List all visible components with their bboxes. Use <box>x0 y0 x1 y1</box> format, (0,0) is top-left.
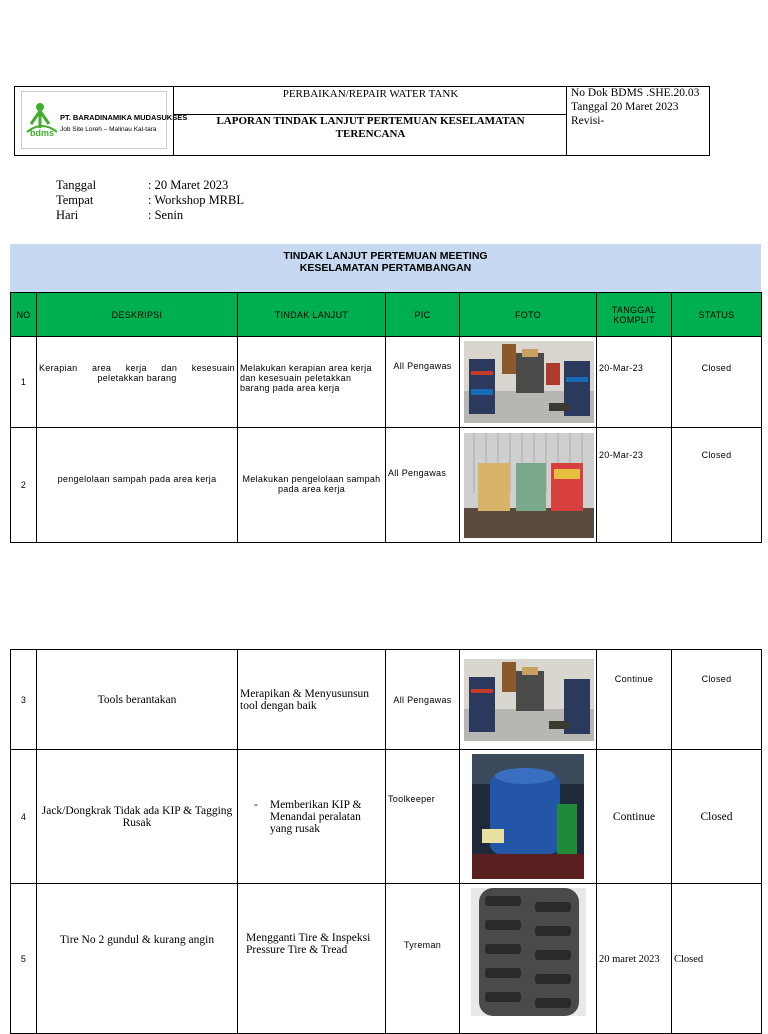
cell-tanggal: 20 maret 2023 <box>597 884 672 1034</box>
cell-tanggal: 20-Mar-23 <box>597 428 672 543</box>
followup-table-part1 <box>10 292 762 543</box>
info-value-tempat: : Workshop MRBL <box>148 193 244 207</box>
cell-deskripsi: pengelolaan sampah pada area kerja <box>37 428 238 543</box>
cell-status: Closed <box>672 750 762 884</box>
table-row <box>11 428 762 543</box>
followup-table-part2 <box>10 649 762 1034</box>
waste-bins-photo <box>464 433 594 538</box>
cell-no: 4 <box>11 750 37 884</box>
cell-tindak-lanjut: Melakukan kerapian area kerja dan kesesuain peletakkan barang pada area kerja <box>238 337 386 428</box>
table-row <box>11 750 762 884</box>
report-subtitle: PERBAIKAN/REPAIR WATER TANK <box>174 87 567 115</box>
worn-tire-photo <box>471 888 586 1016</box>
table-row <box>11 337 762 428</box>
cell-tanggal: Continue <box>597 650 672 750</box>
col-header-no: NO <box>11 293 37 337</box>
doc-info-cell <box>567 87 709 155</box>
doc-number: No Dok BDMS .SHE.20.03 <box>571 87 700 99</box>
bdms-logo-icon <box>25 98 59 138</box>
cell-pic: All Pengawas <box>386 650 460 750</box>
col-header-tanggal-line2: KOMPLIT <box>613 314 655 325</box>
cell-status: Closed <box>672 428 762 543</box>
report-title-line1: LAPORAN TINDAK LANJUT PERTEMUAN KESELAMATAN <box>216 115 525 127</box>
cell-status: Closed <box>672 884 762 1034</box>
info-value-tanggal: : 20 Maret 2023 <box>148 178 229 192</box>
info-label-tempat: Tempat <box>56 193 94 207</box>
cell-deskripsi: Tire No 2 gundul & kurang angin <box>37 884 238 1034</box>
cell-tanggal: 20-Mar-23 <box>597 337 672 428</box>
cell-tindak-lanjut: Mengganti Tire & Inspeksi Pressure Tire & Tread <box>238 884 386 1034</box>
company-site: Job Site Loreh – Malinau Kal-tara <box>60 126 157 133</box>
logo-cell <box>15 87 188 155</box>
company-logo <box>21 91 188 149</box>
col-header-tindak-lanjut: TINDAK LANJUT <box>238 293 386 337</box>
section-title-line2: KESELAMATAN PERTAMBANGAN <box>299 262 472 274</box>
cell-foto <box>460 337 597 428</box>
cell-status: Closed <box>672 650 762 750</box>
workshop-shelves-photo <box>464 341 594 423</box>
col-header-status: STATUS <box>672 293 762 337</box>
cell-foto <box>460 650 597 750</box>
doc-date: Tanggal 20 Maret 2023 <box>571 101 679 113</box>
cell-no: 3 <box>11 650 37 750</box>
cell-foto <box>460 884 597 1034</box>
col-header-deskripsi: DESKRIPSI <box>37 293 238 337</box>
col-header-tanggal <box>597 293 672 337</box>
report-title-line2: TERENCANA <box>335 128 406 140</box>
section-title-line1: TINDAK LANJUT PERTEMUAN MEETING <box>283 250 488 262</box>
info-value-hari: : Senin <box>148 208 184 222</box>
tindak-lanjut-text: Memberikan KIP & Menandai peralatan yang rusak <box>269 798 362 835</box>
info-label-tanggal: Tanggal <box>56 178 97 192</box>
report-title <box>174 115 567 141</box>
table-row <box>11 884 762 1034</box>
cell-deskripsi: Jack/Dongkrak Tidak ada KIP & Tagging Rusak <box>37 750 238 884</box>
col-header-tanggal-line1: TANGGAL <box>611 304 657 315</box>
title-cell <box>174 87 567 155</box>
cell-tindak-lanjut: Merapikan & Menyusunsun tool dengan baik <box>238 650 386 750</box>
cell-pic: All Pengawas <box>386 337 460 428</box>
cell-tanggal: Continue <box>597 750 672 884</box>
cell-status: Closed <box>672 337 762 428</box>
col-header-pic: PIC <box>386 293 460 337</box>
table-row <box>11 650 762 750</box>
cell-deskripsi: Tools berantakan <box>37 650 238 750</box>
svg-text:bdms: bdms <box>29 128 55 138</box>
workshop-shelves-photo <box>464 659 594 741</box>
cell-pic: Toolkeeper <box>386 750 460 884</box>
cell-no: 5 <box>11 884 37 1034</box>
company-name: PT. BARADINAMIKA MUDASUKSES <box>60 113 188 122</box>
cell-no: 2 <box>11 428 37 543</box>
section-title <box>10 244 761 292</box>
doc-revision: Revisi- <box>571 115 605 127</box>
bullet-dash: - <box>254 798 258 811</box>
col-header-foto: FOTO <box>460 293 597 337</box>
cell-no: 1 <box>11 337 37 428</box>
cell-pic: Tyreman <box>386 884 460 1034</box>
cell-tindak-lanjut: Melakukan pengelolaan sampah pada area kerja <box>238 428 386 543</box>
cell-tindak-lanjut <box>238 750 386 884</box>
info-label-hari: Hari <box>56 208 79 222</box>
cell-deskripsi: Kerapian area kerja dan kesesuain peletakkan barang <box>37 337 238 428</box>
document-header <box>14 86 710 156</box>
cell-foto <box>460 750 597 884</box>
cell-foto <box>460 428 597 543</box>
cell-pic: All Pengawas <box>386 428 460 543</box>
hydraulic-jack-photo <box>472 754 584 879</box>
table-header-row <box>11 293 762 337</box>
tindak-lanjut-bullet-item <box>254 799 383 835</box>
